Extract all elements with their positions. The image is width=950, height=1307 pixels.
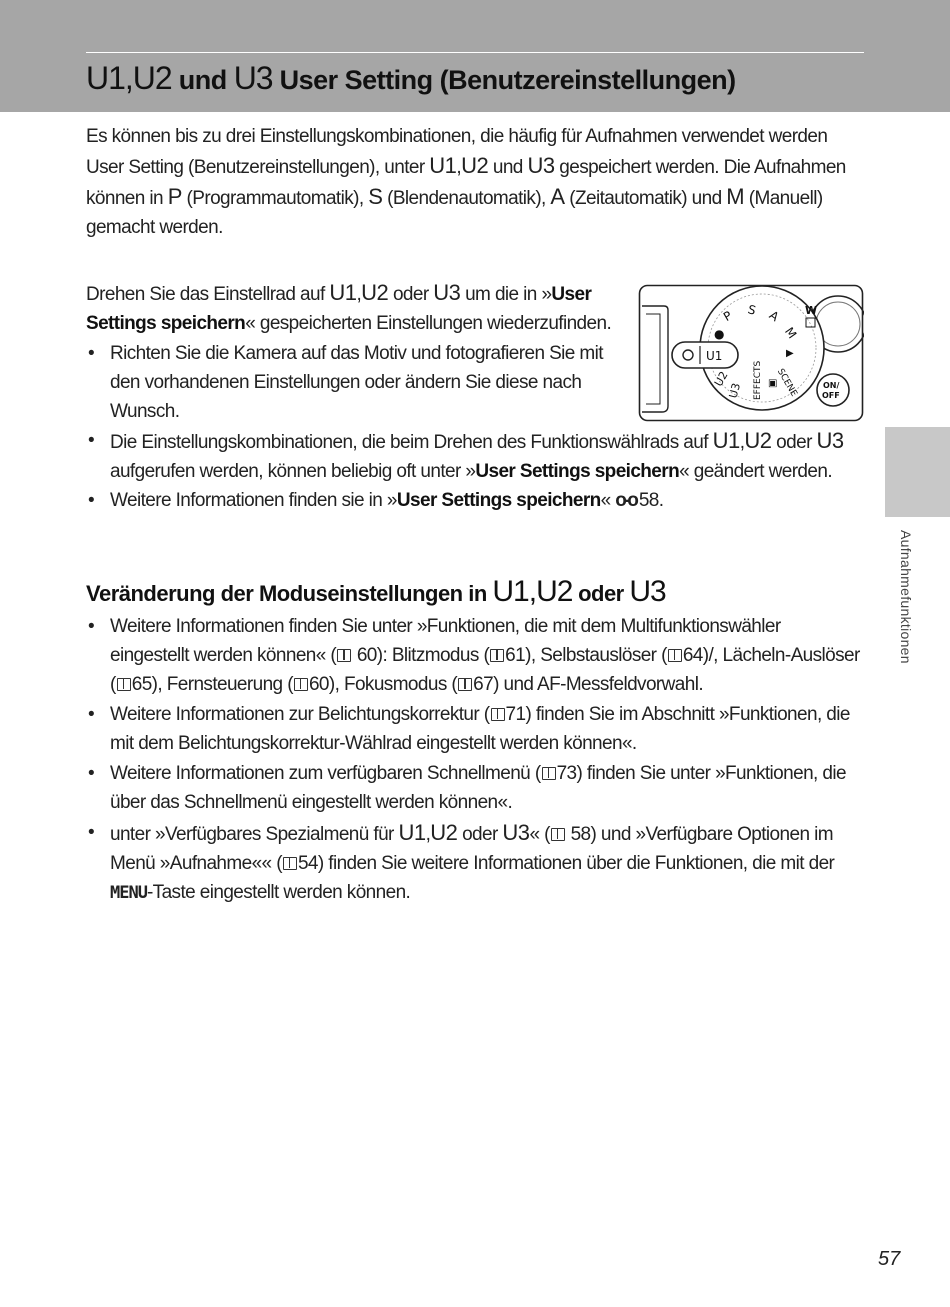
dial-scene-icon: ▣	[768, 378, 778, 389]
book-reference-icon	[294, 678, 308, 691]
mode-u3-symbol: U3	[629, 575, 666, 608]
bullet-text: oder	[771, 432, 817, 453]
page-number: 57	[878, 1248, 901, 1270]
intro-text: (Manuell) gemacht werden.	[86, 188, 823, 238]
book-reference-icon	[117, 678, 131, 691]
mode-m-symbol: M	[726, 184, 745, 209]
list-item	[86, 700, 864, 758]
bullet-text: Richten Sie die Kamera auf das Motiv und fotografieren Sie mit den vorhandenen Einstellungen oder ändern Sie diese nach Wunsch.	[110, 343, 603, 422]
mode-s-symbol: S	[368, 184, 383, 209]
mode-u1-symbol: U1	[86, 60, 125, 96]
list-item	[86, 759, 864, 817]
dial-u2-label: U2	[711, 369, 731, 389]
bullet-text: Die Einstellungskombinationen, die beim Drehen des Funktionswählrads auf	[110, 432, 713, 453]
page-title	[86, 58, 736, 100]
section-heading	[86, 572, 666, 614]
mode-u1-symbol: U1	[712, 428, 740, 453]
mode-u2-symbol: U2	[744, 428, 772, 453]
bullet-text: aufgerufen werden, können beliebig oft unter »	[110, 461, 476, 482]
list-item	[86, 426, 861, 486]
mode-u3-symbol: U3	[527, 153, 555, 178]
bullet-text: 73) finden Sie unter »Funktionen, die über das Schnellmenü eingestellt werden können«.	[110, 763, 846, 813]
bullet-text: Weitere Informationen zur Belichtungskorrektur (	[110, 704, 490, 725]
zoom-w-label: W	[805, 304, 818, 317]
dial-a-label: A	[766, 307, 782, 325]
header-rule	[86, 52, 864, 53]
menu-option-name: User Settings speichern	[475, 461, 680, 482]
bullet-text: «	[600, 490, 616, 511]
bullet-text: 71) finden Sie im Abschnitt »Funktionen, die mit dem Belichtungskorrektur-Wählrad eingestellt werden können«.	[110, 704, 850, 754]
dial-instruction	[86, 278, 626, 338]
book-reference-icon	[668, 649, 682, 662]
book-reference-icon	[458, 678, 472, 691]
mode-u2-symbol: U2	[132, 60, 172, 96]
bullet-list-3	[86, 612, 864, 909]
menu-option-name: User Settings speichern	[396, 490, 601, 511]
bullet-text: 60): Blitzmodus (	[352, 645, 490, 666]
power-off-label: OFF	[822, 391, 840, 400]
instruction-text: Drehen Sie das Einstellrad auf	[86, 284, 330, 305]
book-reference-icon	[283, 857, 297, 870]
dial-u1-label: U1	[706, 349, 723, 363]
mode-u3-symbol: U3	[233, 60, 273, 96]
chapter-label: Aufnahmefunktionen	[898, 530, 914, 664]
bullet-text: 58) und »Verfügbare Optionen im Menü »Aufnahme«« (	[110, 824, 833, 874]
mode-p-symbol: P	[167, 184, 182, 209]
mode-u1-symbol: U1	[398, 820, 426, 845]
mode-u2-symbol: U2	[536, 575, 573, 608]
dial-s-label: S	[746, 302, 758, 318]
bullet-text: 64)/, Lächeln-Auslöser (	[110, 645, 860, 695]
bullet-text: Weitere Informationen finden sie in »	[110, 490, 397, 511]
dial-u3-label: U3	[726, 381, 744, 400]
intro-text: gespeichert werden. Die Aufnahmen können in	[86, 157, 846, 209]
intro-text: (Blendenautomatik),	[382, 188, 551, 209]
chapter-tab	[885, 427, 950, 517]
bullet-text: oder	[457, 824, 503, 845]
separator: ,	[528, 575, 537, 608]
intro-text: (Programmautomatik),	[181, 188, 369, 209]
title-separator: ,	[124, 60, 133, 96]
bullet-text: unter »Verfügbares Spezialmenü für	[110, 824, 399, 845]
book-reference-icon	[551, 828, 565, 841]
mode-u2-symbol: U2	[430, 820, 458, 845]
mode-u1-symbol: U1	[429, 153, 457, 178]
mode-u3-symbol: U3	[816, 428, 844, 453]
book-reference-icon	[490, 649, 504, 662]
intro-text: und	[488, 157, 528, 178]
camera-dial-illustration	[638, 284, 864, 422]
reference-section-icon: o-o	[615, 490, 636, 511]
intro-text: Es können bis zu drei Einstellungskombinationen, die häufig für Aufnahmen verwendet werden User Setting (Benutzereinstellungen), unter	[86, 126, 828, 178]
dial-effects-label: EFFECTS	[753, 360, 763, 400]
dial-m-label: M	[781, 324, 800, 342]
heading-text: oder	[572, 581, 630, 606]
dial-camera-icon: ●	[714, 327, 725, 341]
separator: ,	[356, 284, 362, 305]
bullet-text: 54) finden Sie weitere Informationen über die Funktionen, die mit der	[297, 853, 835, 874]
bullet-list-2	[86, 426, 861, 515]
mode-u1-symbol: U1	[492, 575, 529, 608]
list-item	[86, 818, 864, 908]
dial-p-label: P	[721, 308, 735, 325]
mode-u3-symbol: U3	[433, 280, 461, 305]
bullet-text: « (	[529, 824, 550, 845]
book-reference-icon	[491, 708, 505, 721]
instruction-text: « gespeicherten Einstellungen wiederzufinden.	[245, 313, 612, 334]
power-button	[817, 374, 849, 406]
bullet-text: 65), Fernsteuerung (	[131, 674, 293, 695]
heading-text: Veränderung der Moduseinstellungen in	[86, 581, 493, 606]
mode-pointer	[672, 342, 738, 368]
bullet-text: -Taste eingestellt werden können.	[146, 882, 411, 903]
dial-scene-label: SCENE	[774, 367, 799, 399]
dial-movie-icon: ▶	[786, 348, 794, 359]
list-item	[86, 486, 861, 515]
power-on-label: ON/	[823, 381, 840, 390]
bullet-list-1	[86, 339, 621, 426]
mode-u2-symbol: U2	[361, 280, 389, 305]
bullet-text: Weitere Informationen zum verfügbaren Schnellmenü (	[110, 763, 541, 784]
bullet-text: 61), Selbstauslöser (	[505, 645, 667, 666]
list-item	[86, 339, 621, 426]
menu-option-name: User Settings speichern	[86, 284, 592, 334]
list-item	[86, 612, 864, 699]
bullet-text: « geändert werden.	[679, 461, 833, 482]
mode-a-symbol: A	[550, 184, 565, 209]
mode-u2-symbol: U2	[461, 153, 489, 178]
intro-paragraph	[86, 122, 861, 242]
separator: ,	[425, 824, 431, 845]
mode-u3-symbol: U3	[502, 820, 530, 845]
menu-button-label: MENU	[110, 883, 147, 903]
title-und: und	[171, 65, 234, 95]
separator: ,	[456, 157, 462, 178]
page-reference: 58.	[638, 490, 664, 511]
instruction-text: um die in »	[460, 284, 552, 305]
bullet-text: 60), Fokusmodus (	[308, 674, 458, 695]
intro-text: (Zeitautomatik) und	[564, 188, 727, 209]
title-text: User Setting (Benutzereinstellungen)	[272, 65, 736, 95]
bullet-text: 67) und AF-Messfeldvorwahl.	[473, 674, 703, 695]
book-reference-icon	[337, 649, 351, 662]
mode-u1-symbol: U1	[329, 280, 357, 305]
separator: ,	[739, 432, 745, 453]
book-reference-icon	[542, 767, 556, 780]
instruction-text: oder	[388, 284, 434, 305]
bullet-text: Weitere Informationen finden Sie unter »Funktionen, die mit dem Multifunktionswähler eingestellt werden können« (	[110, 616, 781, 666]
